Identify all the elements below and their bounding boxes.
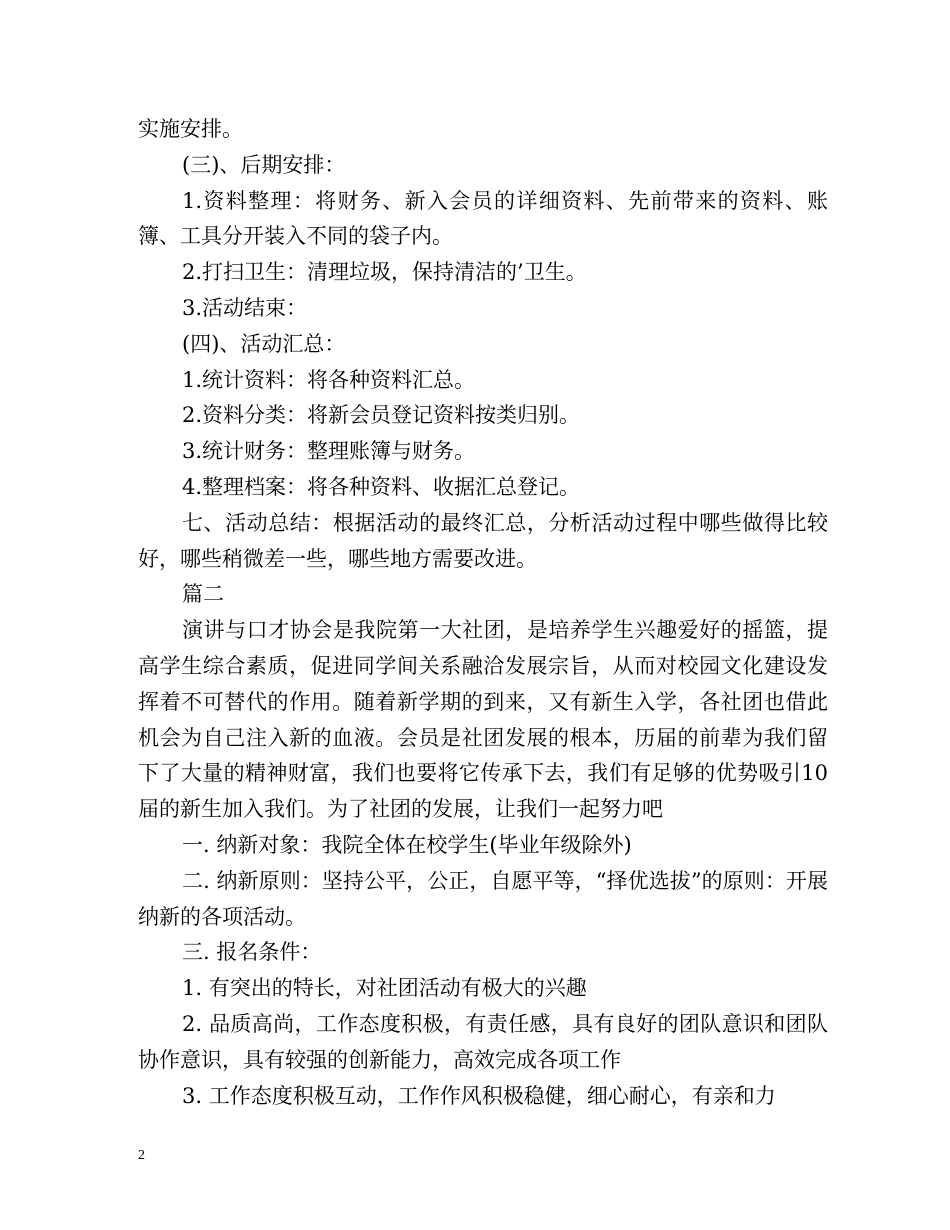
- paragraph: 1.资料整理：将财务、新入会员的详细资料、先前带来的资料、账簿、工具分开装入不同的袋子内。: [138, 188, 828, 249]
- paragraph: 演讲与口才协会是我院第一大社团，是培养学生兴趣爱好的摇篮，提高学生综合素质，促进同学间关系融洽发展宗旨，从而对校园文化建设发挥着不可替代的作用。随着新学期的到来，又有新生入学，各社团也借此机会为自己注入新的血液。会员是社团发展的根本，历届的前辈为我们留下了大量的精神财富，我们也要将它传承下去，我们有足够的优势吸引10届的新生加入我们。为了社团的发展，让我们一起努力吧: [138, 618, 828, 822]
- paragraph: 3.活动结束：: [182, 295, 308, 320]
- paragraph: 2.打扫卫生：清理垃圾，保持清洁的’卫生。: [182, 260, 587, 285]
- paragraph: 实施安排。: [138, 117, 243, 141]
- page-number: 2: [138, 1148, 145, 1163]
- paragraph: 3.统计财务：整理账簿与财务。: [182, 439, 476, 464]
- paragraph: (四)、活动汇总：: [182, 331, 346, 356]
- section-heading: 篇二: [182, 582, 224, 607]
- paragraph: (三)、后期安排：: [182, 152, 346, 177]
- document-body: [138, 112, 828, 1114]
- paragraph: 七、活动总结：根据活动的最终汇总，分析活动过程中哪些做得比较好，哪些稍微差一些，哪些地方需要改进。: [138, 510, 828, 571]
- paragraph: 二. 纳新原则：坚持公平，公正，自愿平等，“择优选拔”的原则：开展纳新的各项活动。: [138, 868, 828, 929]
- paragraph: 1. 有突出的特长，对社团活动有极大的兴趣: [182, 976, 587, 1001]
- paragraph: 2.资料分类：将新会员登记资料按类归别。: [182, 403, 581, 428]
- paragraph: 一. 纳新对象：我院全体在校学生(毕业年级除外): [182, 832, 632, 857]
- paragraph: 4.整理档案：将各种资料、收据汇总登记。: [182, 474, 581, 499]
- paragraph: 1.统计资料：将各种资料汇总。: [182, 367, 476, 392]
- paragraph: 2. 品质高尚，工作态度积极，有责任感，具有良好的团队意识和团队协作意识，具有较强的创新能力，高效完成各项工作: [138, 1011, 828, 1072]
- paragraph: 3. 工作态度积极互动，工作作风积极稳健，细心耐心，有亲和力: [182, 1083, 776, 1108]
- paragraph: 三. 报名条件：: [182, 940, 322, 965]
